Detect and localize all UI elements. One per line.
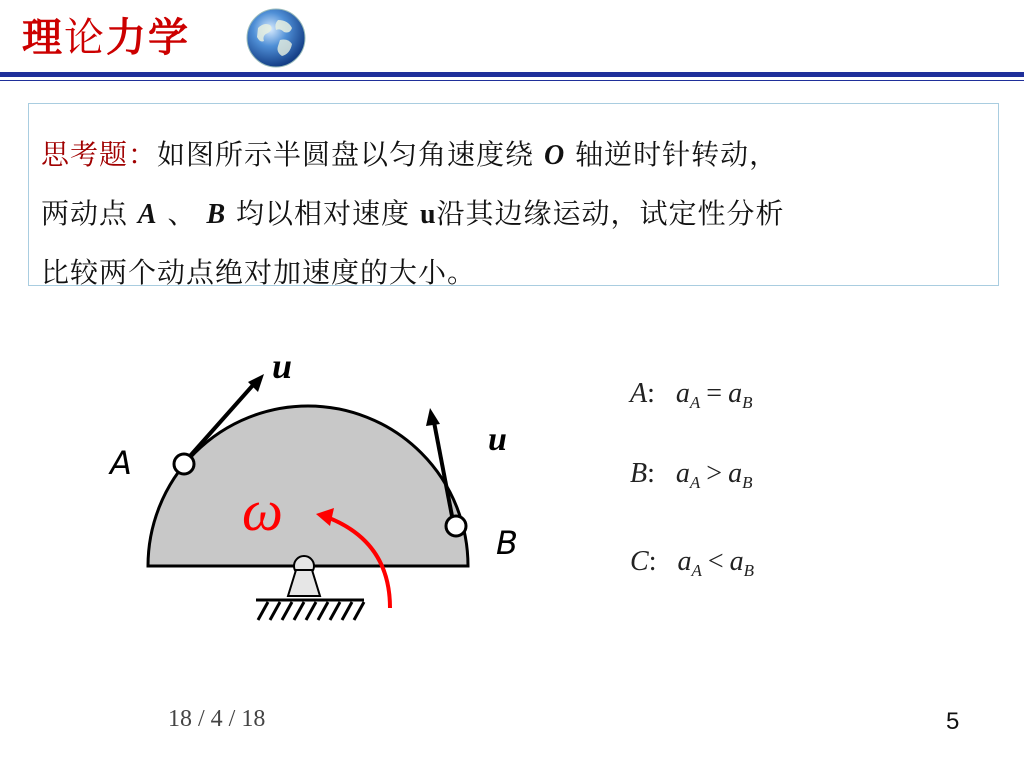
title-char-2: 论	[64, 15, 106, 61]
title-char-1: 理	[22, 15, 64, 61]
label-u1: u	[272, 346, 293, 386]
semicircle-disk	[148, 406, 468, 566]
answer-options	[630, 370, 850, 600]
semicircle-diagram	[100, 340, 560, 640]
label-omega: ω	[242, 478, 283, 543]
arrow-B-head	[426, 408, 440, 426]
question-text: 如图所示半圆盘以匀角速度绕	[157, 138, 535, 171]
question-line-1	[41, 126, 998, 185]
point-A: A	[137, 199, 158, 230]
axis-O: O	[543, 140, 566, 171]
option-C: C: $a_A < a_B$	[630, 546, 755, 580]
label-u2: u	[488, 421, 507, 458]
globe-icon	[244, 6, 308, 70]
question-line-2	[41, 185, 998, 244]
separator: 、	[167, 197, 197, 230]
title-char-3: 力学	[106, 15, 190, 61]
question-text: 两动点	[41, 197, 129, 230]
velocity-u: u	[419, 199, 437, 230]
label-A: A	[110, 444, 132, 482]
point-B: B	[206, 199, 227, 230]
point-B-marker	[446, 516, 466, 536]
option-A: A: $a_A = a_B$	[630, 378, 753, 412]
question-line-3: 比较两个动点绝对加速度的大小。	[41, 256, 477, 289]
header-rule-thin	[0, 80, 1024, 81]
footer-date: 18 / 4 / 18	[168, 706, 266, 732]
label-B: B	[496, 524, 518, 562]
slide-title	[22, 8, 190, 68]
question-text: 均以相对速度	[236, 197, 411, 230]
question-text: 轴逆时针转动，	[575, 138, 779, 171]
question-text: 沿其边缘运动，试定性分析	[436, 197, 785, 230]
header-rule	[0, 72, 1024, 77]
question-label: 思考题：	[41, 138, 158, 171]
point-A-marker	[174, 454, 194, 474]
option-B: B: $a_A > a_B$	[630, 458, 753, 492]
page-number: 5	[946, 708, 960, 735]
question-box	[28, 103, 999, 289]
